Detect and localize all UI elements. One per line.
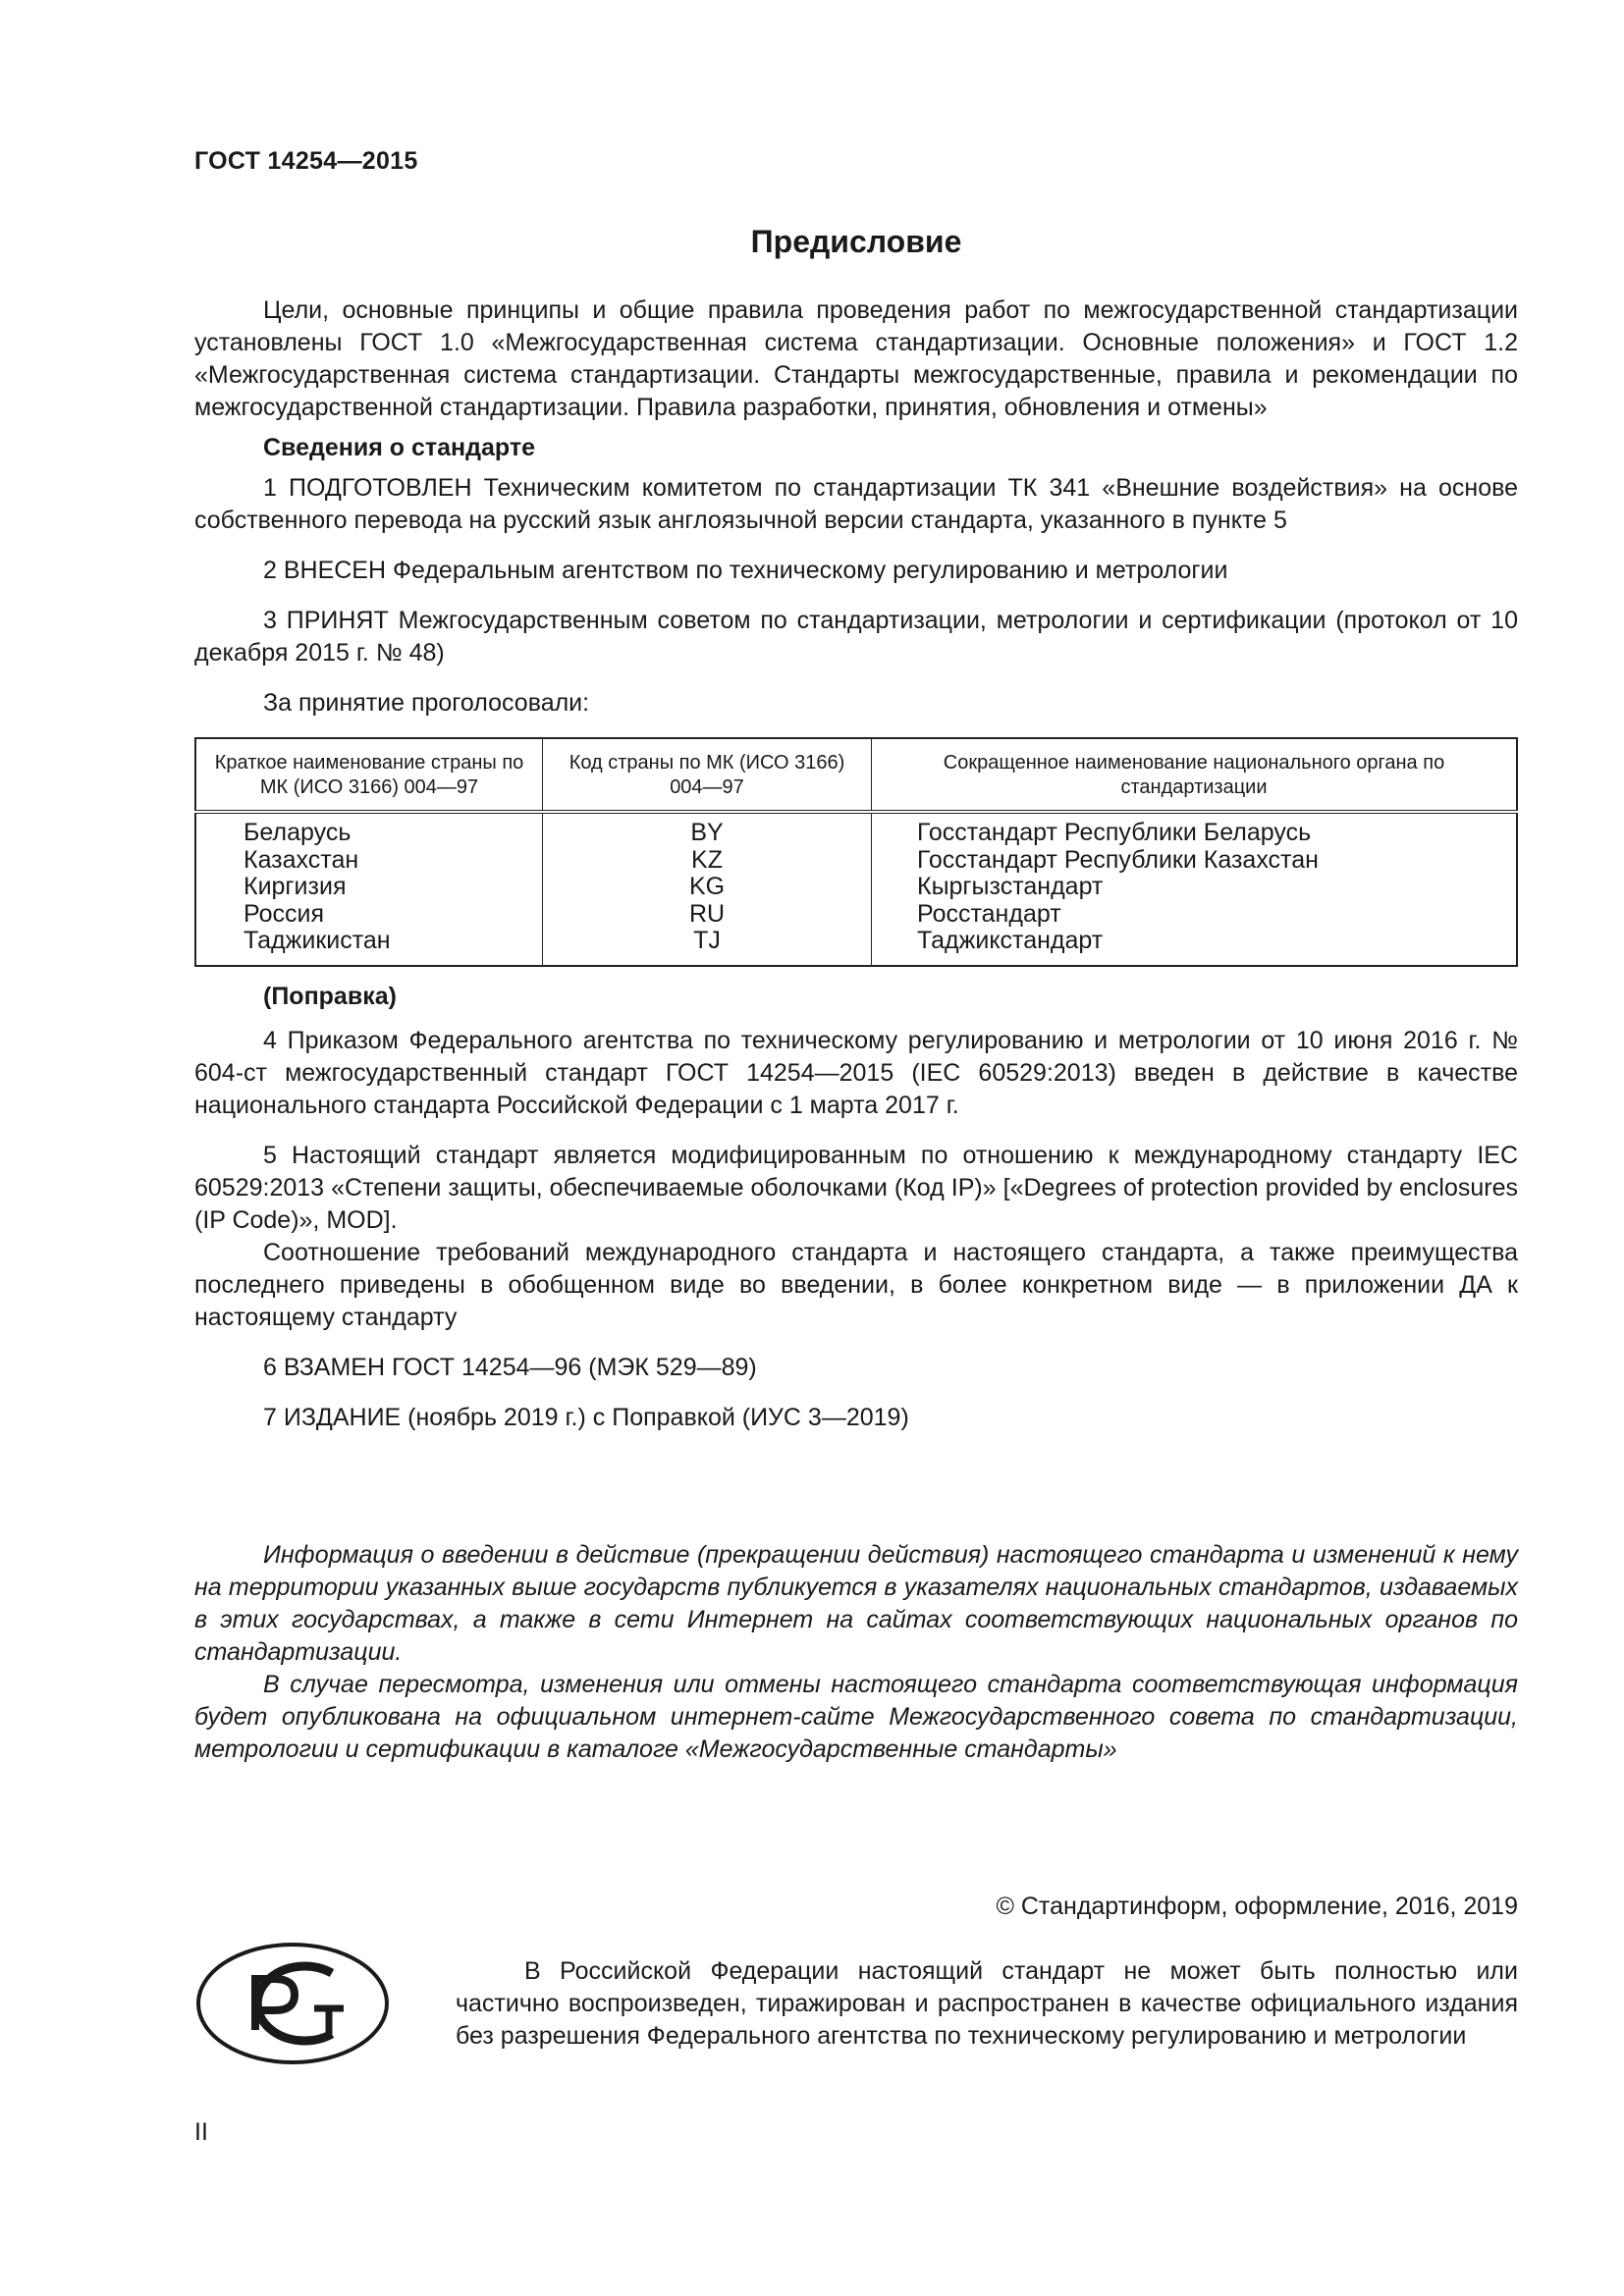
country-name: Россия — [244, 899, 324, 928]
vote-label: За принятие проголосовали: — [263, 689, 590, 717]
org-name: Госстандарт Республики Казахстан — [917, 845, 1319, 874]
intro-paragraph: Цели, основные принципы и общие правила проведения работ по межгосударственной стандартизации установлены ГОСТ 1.0 «Межгосударственная система стандартизации. Основные положения» и ГОСТ 1.2 «Межгосударственная система стандартизации. Стандарты межгосударственные, правила и рекомендации по межгосударственной стандартизации. Правила разработки, принятия, обновления и отмены» — [194, 296, 1518, 421]
item-5: 5 Настоящий стандарт является модифицированным по отношению к международному стандарту IEC 60529:2013 «Степени защиты, обеспечиваемые оболочками (Код IP)» [«Degrees of protection provided by enclosures (IP Code)», MOD]. — [194, 1141, 1518, 1234]
copyright-notice: © Стандартинформ, оформление, 2016, 2019 — [996, 1893, 1518, 1920]
country-code: KG — [688, 873, 726, 900]
country-code: TJ — [693, 927, 721, 954]
standard-info-heading: Сведения о стандарте — [263, 434, 536, 461]
org-name: Госстандарт Республики Беларусь — [917, 819, 1312, 846]
header-org: Сокращенное наименование национального органа по стандартизации — [872, 738, 1518, 812]
item-7: 7 ИЗДАНИЕ (ноябрь 2019 г.) с Поправкой (ИУС 3—2019) — [263, 1403, 909, 1431]
org-name: Кыргызстандарт — [917, 873, 1104, 900]
country-name: Казахстан — [244, 845, 359, 874]
code-column — [543, 812, 872, 966]
table-header-row — [195, 738, 1517, 812]
country-code: BY — [690, 819, 724, 846]
rights-paragraph: В Российской Федерации настоящий стандарт не может быть полностью или частично воспроизведен, тиражирован и распространен в качестве официального издания без разрешения Федерального агентства по техническому регулированию и метрологии — [456, 1957, 1518, 2050]
preface-body — [194, 294, 1518, 1434]
rights-notice — [456, 1955, 1518, 2053]
info-paragraph: Информация о введении в действие (прекращении действия) настоящего стандарта и изменений к нему на территории указанных выше государств публикуется в указателях национальных стандартов, издаваемых в этих государствах, а также в сети Интернет на сайтах соответствующих национальных органов по стандартизации. — [194, 1541, 1518, 1666]
org-name: Таджикстандарт — [917, 927, 1104, 954]
item-5-continuation: Соотношение требований международного стандарта и настоящего стандарта, а также преимущества последнего приведены в обобщенном виде во введении, в более конкретном виде — в приложении ДА к настоящему стандарту — [194, 1238, 1518, 1331]
country-column — [195, 812, 543, 966]
info-paragraph: В случае пересмотра, изменения или отмены настоящего стандарта соответствующая информация будет опубликована на официальном интернет-сайте Межгосударственного совета по стандартизации, метрологии и сертификации в каталоге «Межгосударственные стандарты» — [194, 1671, 1518, 1763]
item-4: 4 Приказом Федерального агентства по техническому регулированию и метрологии от 10 июня 2016 г. № 604-ст межгосударственный стандарт ГОСТ 14254—2015 (IEC 60529:2013) введен в действие в качестве национального стандарта Российской Федерации с 1 марта 2017 г. — [194, 1026, 1518, 1119]
org-name: Росстандарт — [917, 899, 1061, 928]
country-name: Беларусь — [244, 819, 352, 846]
country-name: Киргизия — [244, 873, 347, 900]
item-2: 2 ВНЕСЕН Федеральным агентством по техническому регулированию и метрологии — [263, 557, 1228, 584]
item-3: 3 ПРИНЯТ Межгосударственным советом по стандартизации, метрологии и сертификации (протокол от 10 декабря 2015 г. № 48) — [194, 607, 1518, 667]
publication-info — [194, 1539, 1518, 1766]
country-code: RU — [688, 899, 726, 928]
page-number: II — [194, 2118, 208, 2146]
document-id: ГОСТ 14254—2015 — [194, 147, 418, 175]
country-name: Таджикистан — [244, 927, 391, 954]
header-code: Код страны по МК (ИСО 3166) 004—97 — [543, 738, 872, 812]
item-6: 6 ВЗАМЕН ГОСТ 14254—96 (МЭК 529—89) — [263, 1353, 757, 1381]
voting-table — [194, 737, 1518, 967]
table-row — [195, 812, 1517, 966]
header-country: Краткое наименование страны по МК (ИСО 3166) 004—97 — [195, 738, 543, 812]
pct-certification-logo-icon — [194, 1940, 391, 2067]
page-title: Предисловие — [750, 224, 962, 259]
country-code: KZ — [691, 845, 723, 874]
amendment-label: (Поправка) — [263, 982, 397, 1010]
org-column — [872, 812, 1518, 966]
item-1: 1 ПОДГОТОВЛЕН Техническим комитетом по стандартизации ТК 341 «Внешние воздействия» на основе собственного перевода на русский язык англоязычной версии стандарта, указанного в пункте 5 — [194, 474, 1518, 534]
